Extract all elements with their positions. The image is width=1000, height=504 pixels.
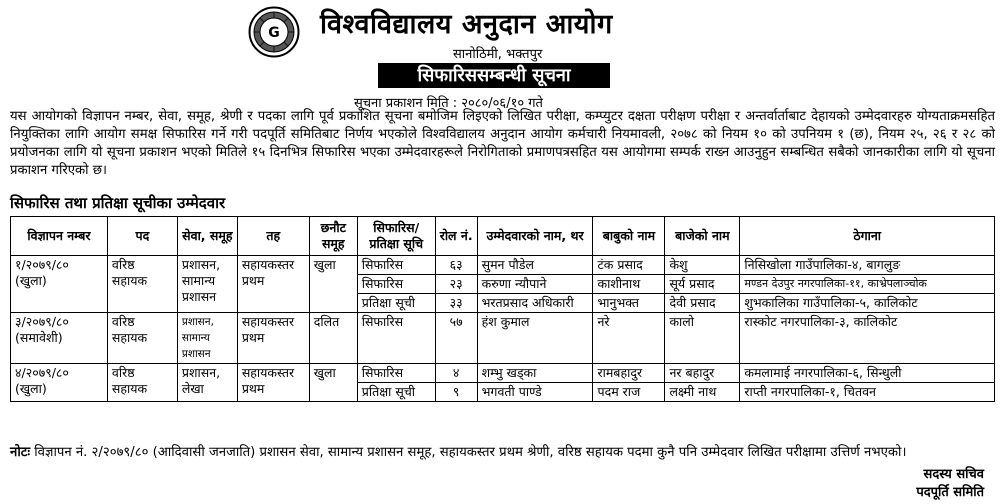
ugc-emblem-icon [248,6,300,58]
service-cell: प्रशासन, लेखा [177,364,237,402]
note-text: विज्ञापन नं. २/२०७९/८० (आदिवासी जनजाति) प्रशासन सेवा, सामान्य प्रशासन समूह, सहायकस्तर प्रथम श्रेणी, वरिष्ठ सहायक पदमा कुनै पनि उम्मेदवार लिखित परीक्षामा उत्तिर्ण नभएको। [30,445,907,460]
ad-no: १/२०७९/८० [15,257,69,272]
address-cell: शुभकालिका गाउँपालिका-५, कालिकोट [740,294,995,313]
name-cell: शम्भु खड्का [477,364,593,383]
org-title: विश्वविद्यालय अनुदान आयोग [320,9,613,40]
publication-date: सूचना प्रकाशन मिति : २०८०/०६/१० गते [354,96,543,111]
father-cell: भानुभक्त [593,294,665,313]
table-row [11,313,995,364]
group-cell: खुला [309,364,357,402]
ad-type: (खुला) [15,381,47,396]
notice-title: सिफारिससम्बन्धी सूचना [378,63,610,88]
roll-cell: ६३ [435,256,477,275]
status-cell: प्रतिक्षा सूची [357,294,435,313]
ad-type: (खुला) [15,273,47,288]
table-header-row [11,217,995,256]
col-header-father: बाबुको नाम [593,217,665,256]
group-cell: खुला [309,256,357,313]
ad-type: (समावेशी) [15,330,63,345]
col-header-status: सिफारिस/ प्रतिक्षा सूचि [357,217,435,256]
level-cell: सहायकस्तर प्रथम [237,364,309,402]
post-cell: वरिष्ठ सहायक [107,364,177,402]
address-cell: निसिखोला गाउँपालिका-४, बागलुङ [740,256,995,275]
grandfather-cell: लक्ष्मी नाथ [665,383,740,402]
notice-body-text: यस आयोगको विज्ञापन नम्बर, सेवा, समूह, श्रेणी र पदका लागि पूर्व प्रकाशित सूचना बमोजिम लिइएको लिखित परीक्षा, कम्प्युटर दक्षता परीक्षण परीक्षा र अन्तर्वार्ताबाट देहायको उम्मेदवारहरु योग्यताक्रमसहित नियुक्तिका लागि आयोग समक्ष सिफारिस गर्ने गरी पदपूर्ति समितिबाट निर्णय भएकोले विश्वविद्यालय अनुदान आयोग कर्मचारी नियमावली, २०७८ को नियम १० को उपनियम १ (छ), नियम २५, २६ र २८ को प्रयोजनका लागि यो सूचना प्रकाशन भएको मितिले १५ दिनभित्र सिफारिस भएका उम्मेदवारहरूले निरोगिताको प्रमाणपत्रसहित यस आयोगमा सम्पर्क राख्न आउनुहुन सम्बन्धित सबैको जानकारीका लागि यो सूचना प्रकाशन गरिएको छ। [10,109,995,178]
section-heading: सिफारिस तथा प्रतिक्षा सूचीका उम्मेदवार [10,194,226,212]
ad-no: ३/२०७९/८० [15,314,69,329]
table-row [11,364,995,383]
col-header-grandfather: बाजेको नाम [665,217,740,256]
status-cell: प्रतिक्षा सूची [357,383,435,402]
level-cell: सहायकस्तर प्रथम [237,256,309,313]
note-label: नोटः [10,445,31,460]
status-cell: सिफारिस [357,256,435,275]
ad-no-cell [11,364,108,402]
post-cell: वरिष्ठ सहायक [107,313,177,364]
ad-no-cell [11,256,108,313]
col-header-group: छनौट समूह [309,217,357,256]
col-header-name: उम्मेदवारको नाम, थर [477,217,593,256]
roll-cell: ९ [435,383,477,402]
signatory-role: सदस्य सचिव [923,467,984,482]
address-cell: कमलामाई नगरपालिका-६, सिन्धुली [740,364,995,383]
address-cell: मण्डन देउपुर नगरपालिका-११, काभ्रेपलाञ्चोक [740,275,995,294]
col-header-post: पद [107,217,177,256]
col-header-roll: रोल नं. [435,217,477,256]
name-cell: भरतप्रसाद अधिकारी [477,294,593,313]
status-cell: सिफारिस [357,364,435,383]
name-cell: सुमन पौडेल [477,256,593,275]
group-cell: दलित [309,313,357,364]
org-address: सानोठिमी, भक्तपुर [453,47,543,62]
table-row [11,256,995,275]
father-cell: टंक प्रसाद [593,256,665,275]
name-cell: भगवती पाण्डे [477,383,593,402]
roll-cell: ४ [435,364,477,383]
footnote [10,444,995,462]
roll-cell: ५७ [435,313,477,364]
father-cell: रामबहादुर [593,364,665,383]
status-cell: सिफारिस [357,313,435,364]
status-cell: सिफारिस [357,275,435,294]
service-cell: प्रशासन, सामान्य प्रशासन [177,313,237,364]
ad-no-cell [11,313,108,364]
grandfather-cell: कालो [665,313,740,364]
level-cell: सहायकस्तर प्रथम [237,313,309,364]
ad-no: ४/२०७९/८० [15,365,69,380]
post-cell: वरिष्ठ सहायक [107,256,177,313]
grandfather-cell: नर बहादुर [665,364,740,383]
grandfather-cell: देवी प्रसाद [665,294,740,313]
col-header-address: ठेगाना [740,217,995,256]
grandfather-cell: सूर्य प्रसाद [665,275,740,294]
candidates-table [10,216,995,402]
father-cell: काशीनाथ [593,275,665,294]
roll-cell: ३३ [435,294,477,313]
col-header-service: सेवा, समूह [177,217,237,256]
name-cell: हंश कुमाल [477,313,593,364]
father-cell: नरे [593,313,665,364]
service-cell: प्रशासन, सामान्य प्रशासन [177,256,237,313]
signatory-committee: पदपूर्ति समिति [916,485,984,500]
address-cell: रास्कोट नगरपालिका-३, कालिकोट [740,313,995,364]
col-header-ad-no: विज्ञापन नम्बर [11,217,108,256]
svg-text:G: G [268,25,280,41]
name-cell: करुणा न्यौपाने [477,275,593,294]
col-header-level: तह [237,217,309,256]
address-cell: राप्ती नगरपालिका-१, चितवन [740,383,995,402]
grandfather-cell: केशु [665,256,740,275]
roll-cell: २३ [435,275,477,294]
father-cell: पदम राज [593,383,665,402]
